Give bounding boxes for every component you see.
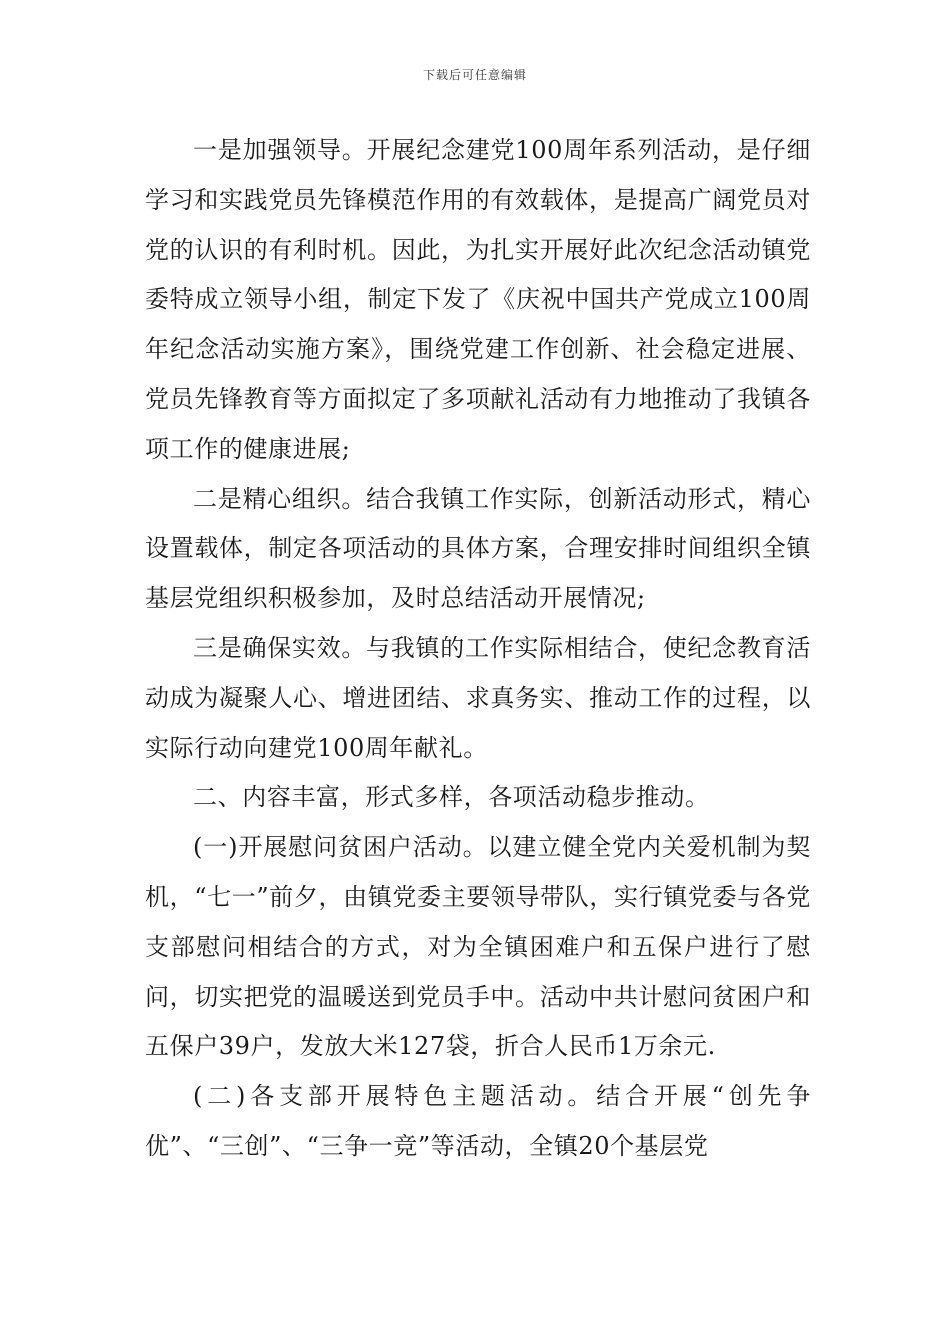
header-note: 下载后可任意编辑	[422, 68, 527, 82]
section-heading-activities: 二、内容丰富，形式多样，各项活动稳步推动。	[193, 783, 710, 812]
paragraph-poverty-visits: (一)开展慰问贫困户活动。以建立健全党内关爱机制为契机，“七一”前夕，由镇党委主要领导带队，实行镇党委与各党支部慰问相结合的方式，对为全镇困难户和五保户进行了慰问，切实把党的温暖送到党员手中。活动中共计慰问贫困户和五保户39户，发放大米127袋，折合人民币1万余元.	[145, 833, 811, 1061]
paragraph-strengthen-leadership: 一是加强领导。开展纪念建党100周年系列活动，是仔细学习和实践党员先锋模范作用的有效载体，是提高广阔党员对党的认识的有利时机。因此，为扎实开展好此次纪念活动镇党委特成立领导小组，制定下发了《庆祝中国共产党成立100周年纪念活动实施方案》，围绕党建工作创新、社会稳定进展、党员先锋教育等方面拟定了多项献礼活动有力地推动了我镇各项工作的健康进展;	[145, 136, 811, 463]
paragraph-careful-organization: 二是精心组织。结合我镇工作实际，创新活动形式，精心设置载体，制定各项活动的具体方案，合理安排时间组织全镇基层党组织积极参加，及时总结活动开展情况;	[145, 484, 811, 613]
paragraph-ensure-results: 三是确保实效。与我镇的工作实际相结合，使纪念教育活动成为凝聚人心、增进团结、求真务实、推动工作的过程，以实际行动向建党100周年献礼。	[145, 633, 811, 762]
paragraph-branch-activities: (二)各支部开展特色主题活动。结合开展“创先争优”、“三创”、“三争一竞”等活动，全镇20个基层党	[145, 1082, 811, 1160]
document-body	[145, 126, 811, 1172]
